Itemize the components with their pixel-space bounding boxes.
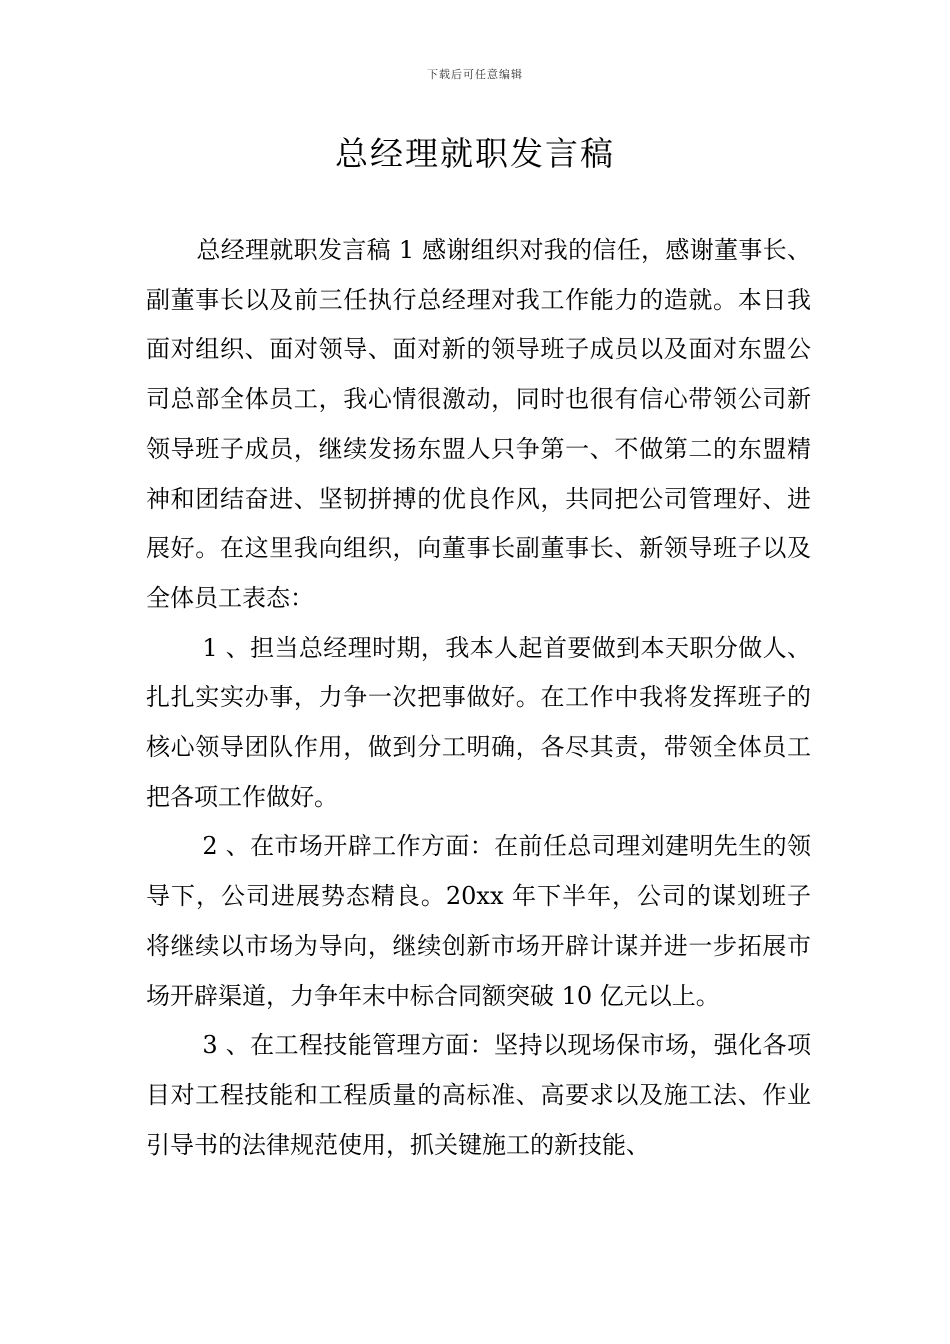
paragraph-item-3: 3 、在工程技能管理方面：坚持以现场保市场，强化各项目对工程技能和工程质量的高标准、高要求以及施工法、作业引导书的法律规范使用，抓关键施工的新技能、 — [146, 1031, 811, 1159]
paragraph-intro: 总经理就职发言稿 1 感谢组织对我的信任，感谢董事长、副董事长以及前三任执行总经理对我工作能力的造就。本日我面对组织、面对领导、面对新的领导班子成员以及面对东盟公司总部全体员工，我心情很激动，同时也很有信心带领公司新领导班子成员，继续发扬东盟人只争第一、不做第二的东盟精神和团结奋进、坚韧拼搏的优良作风，共同把公司管理好、进展好。在这里我向组织，向董事长副董事长、新领导班子以及全体员工表态： — [146, 236, 811, 612]
document-body — [146, 226, 811, 1170]
document-title: 总经理就职发言稿 — [335, 134, 615, 173]
paragraph-item-1: 1 、担当总经理时期，我本人起首要做到本天职分做人、扎扎实实办事，力争一次把事做好。在工作中我将发挥班子的核心领导团队作用，做到分工明确，各尽其责，带领全体员工把各项工作做好。 — [146, 633, 811, 811]
paragraph-item-2: 2 、在市场开辟工作方面：在前任总司理刘建明先生的领导下，公司进展势态精良。20xx 年下半年，公司的谋划班子将继续以市场为导向，继续创新市场开辟计谋并进一步拓展市场开辟渠道，力争年末中标合同额突破 10 亿元以上。 — [146, 832, 811, 1010]
header-note: 下载后可任意编辑 — [427, 68, 523, 81]
